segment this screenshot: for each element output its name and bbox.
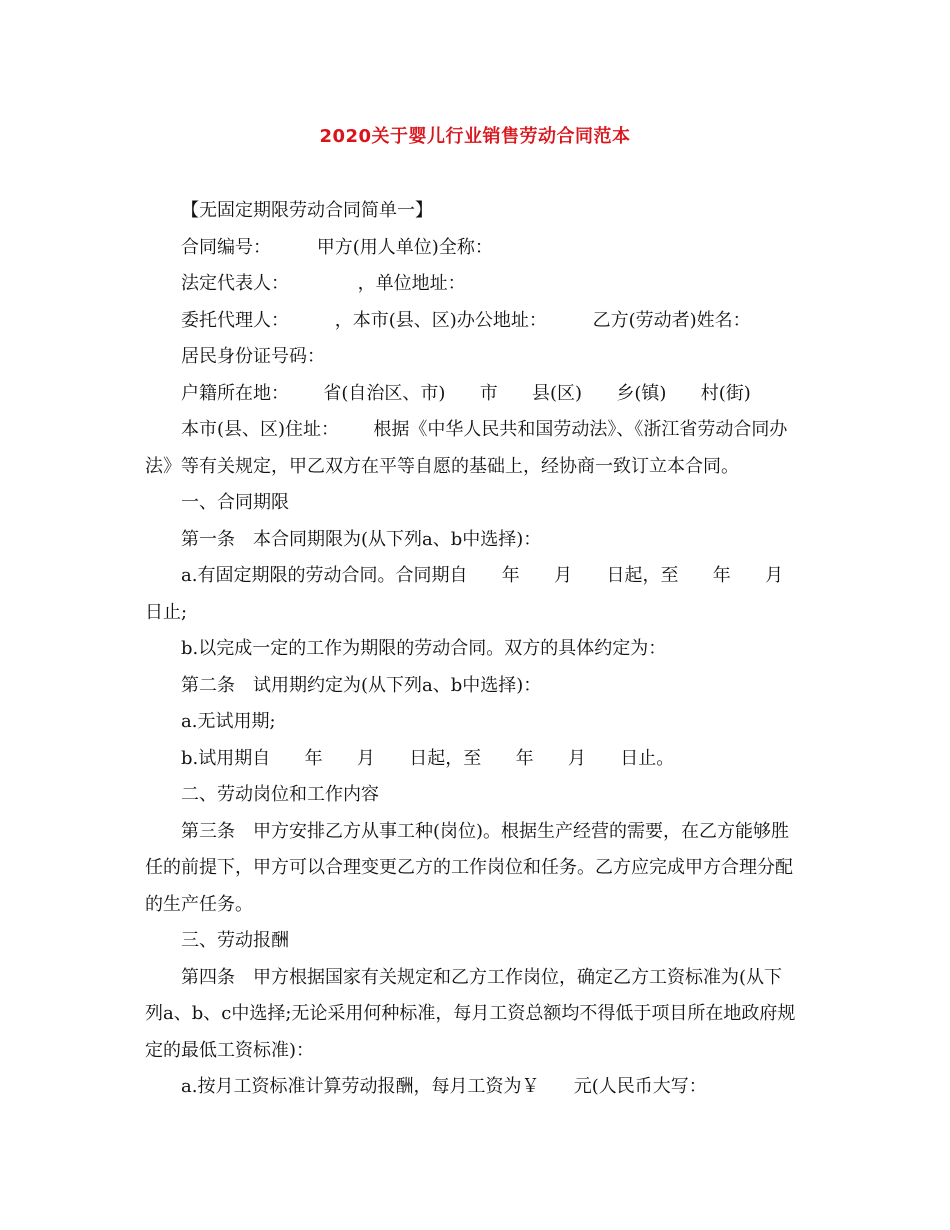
paragraph-household: 户籍所在地： 省(自治区、市) 市 县(区) 乡(镇) 村(街) <box>181 382 751 404</box>
article-2-option-a: a.无试用期; <box>181 711 276 732</box>
paragraph-legal-rep: 法定代表人： ，单位地址： <box>181 273 466 294</box>
paragraph-address-basis: 本市(县、区)住址： 根据《中华人民共和国劳动法》、《浙江省劳动合同办法》等有关规定，甲乙双方在平等自愿的基础上，经协商一致订立本合同。 <box>145 419 788 477</box>
section-heading-position: 二、劳动岗位和工作内容 <box>181 784 379 805</box>
document-body <box>145 193 818 1106</box>
paragraph-heading: 【无固定期限劳动合同简单一】 <box>181 200 433 221</box>
article-1-option-b: b.以完成一定的工作为期限的劳动合同。双方的具体约定为： <box>181 638 667 659</box>
article-3: 第三条 甲方安排乙方从事工种(岗位)。根据生产经营的需要，在乙方能够胜任的前提下，甲方可以合理变更乙方的工作岗位和任务。乙方应完成甲方合理分配的生产任务。 <box>145 820 793 915</box>
paragraph-id-number: 居民身份证号码： <box>181 346 325 367</box>
article-1: 第一条 本合同期限为(从下列a、b中选择)： <box>181 528 542 550</box>
section-heading-remuneration: 三、劳动报酬 <box>181 930 289 951</box>
document-title: 2020关于婴儿行业销售劳动合同范本 <box>319 126 631 147</box>
article-4-option-a: a.按月工资标准计算劳动报酬，每月工资为￥ 元(人民币大写： <box>181 1076 707 1097</box>
article-1-option-a: a.有固定期限的劳动合同。合同期自 年 月 日起，至 年 月 日止; <box>145 565 818 623</box>
article-4: 第四条 甲方根据国家有关规定和乙方工作岗位，确定乙方工资标准为(从下列a、b、c中选择;无论采用何种标准，每月工资总额均不得低于项目所在地政府规定的最低工资标准)： <box>145 966 796 1061</box>
section-heading-term: 一、合同期限 <box>181 492 289 513</box>
paragraph-agent: 委托代理人： ，本市(县、区)办公地址： 乙方(劳动者)姓名： <box>181 309 751 331</box>
paragraph-contract-number: 合同编号： 甲方(用人单位)全称： <box>181 236 493 258</box>
article-2-option-b: b.试用期自 年 月 日起，至 年 月 日止。 <box>181 747 675 769</box>
article-2: 第二条 试用期约定为(从下列a、b中选择)： <box>181 674 542 696</box>
